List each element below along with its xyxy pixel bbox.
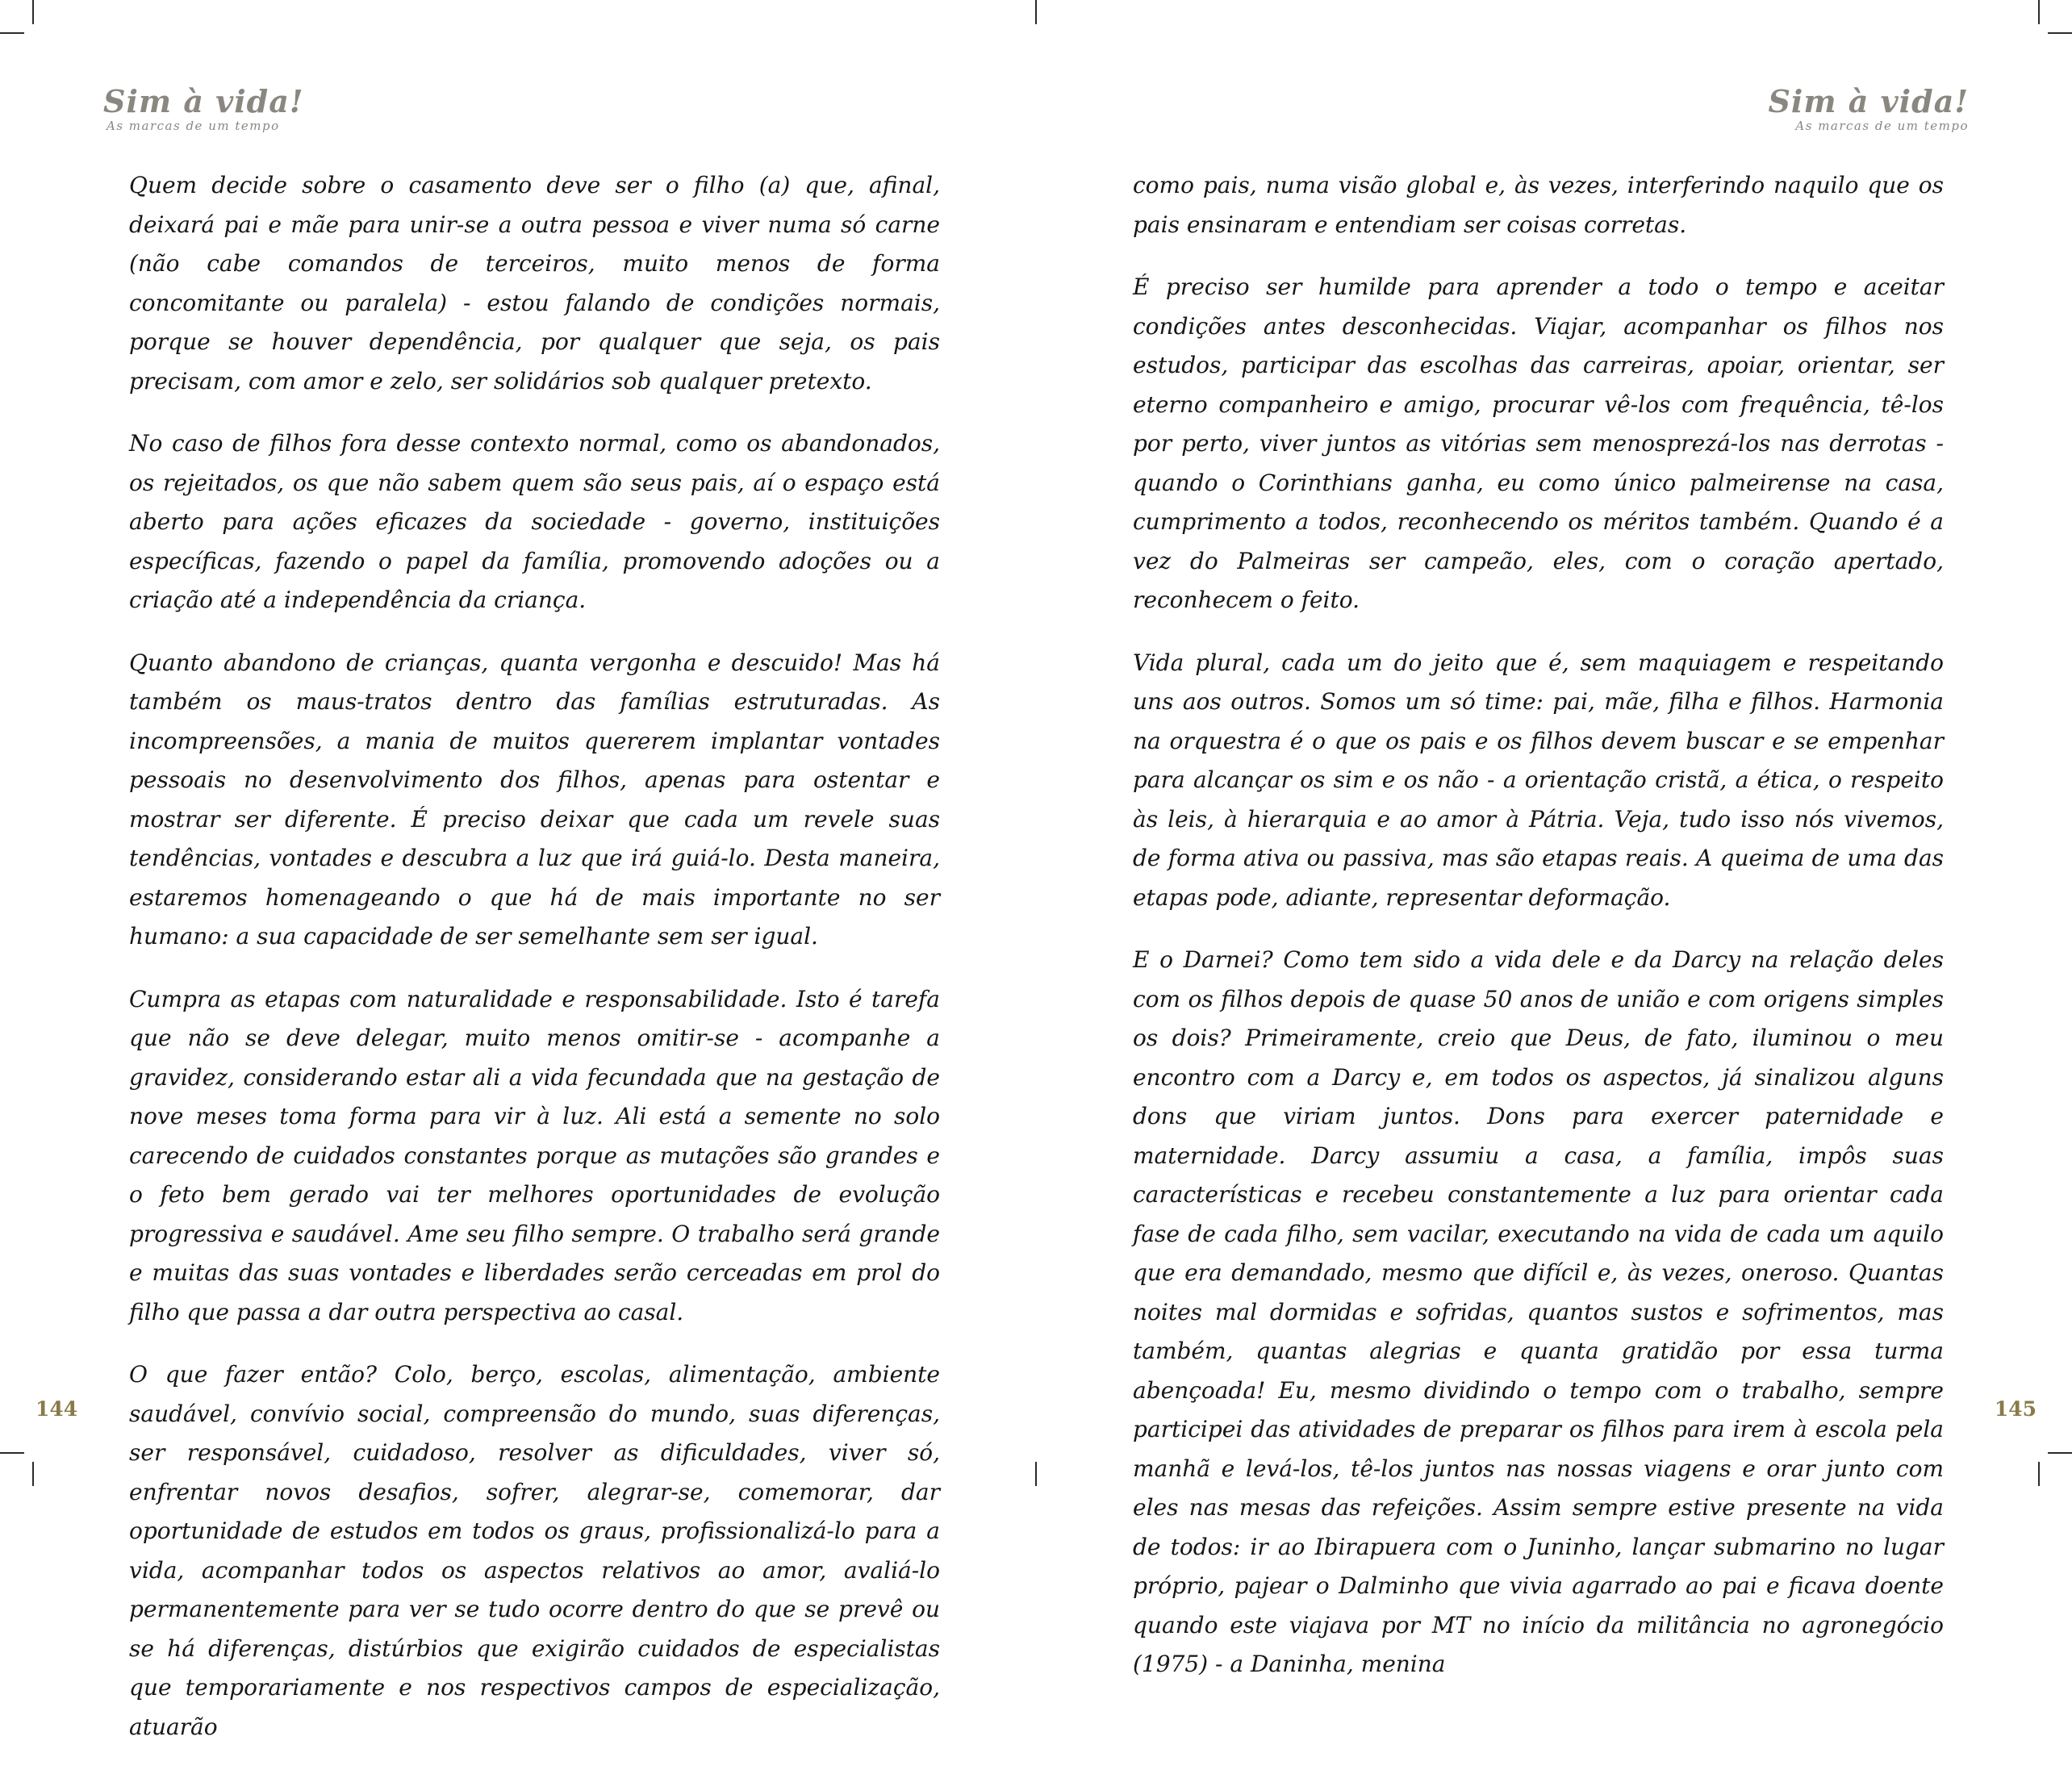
crop-mark	[32, 1462, 34, 1486]
right-page-text	[1133, 166, 1944, 1708]
left-page	[0, 0, 1036, 1740]
crop-mark	[2048, 1452, 2072, 1454]
page-number: 145	[1994, 1397, 2036, 1421]
paragraph: como pais, numa visão global e, às vezes, interferindo naquilo que os pais ensinaram e entendiam ser coisas corretas.	[1133, 172, 1944, 238]
paragraph: Vida plural, cada um do jeito que é, sem maquiagem e respeitando uns aos outros. Somos um só time: pai, mãe, filha e filhos. Harmonia na orquestra é o que os pais e os filhos devem buscar e se empenhar para alcançar os sim e os não - a orientação cristã, a ética, o respeito às leis, à hierarquia e ao amor à Pátria. Veja, tudo isso nós vivemos, de forma ativa ou passiva, mas são etapas reais. A queima de uma das etapas pode, adiante, representar deformação.	[1133, 649, 1944, 911]
paragraph: Quem decide sobre o casamento deve ser o filho (a) que, afinal, deixará pai e mãe para unir-se a outra pessoa e viver numa só carne (não cabe comandos de terceiros, muito menos de forma concomitante ou paralela) - estou falando de condições normais, porque se houver dependência, por qualquer que seja, os pais precisam, com amor e zelo, ser solidários sob qualquer pretexto.	[129, 172, 940, 394]
paragraph: No caso de filhos fora desse contexto normal, como os abandonados, os rejeitados, os que não sabem quem são seus pais, aí o espaço está aberto para ações eficazes da sociedade - governo, instituições específicas, fazendo o papel da família, promovendo adoções ou a criação até a independência da criança.	[129, 430, 940, 613]
running-header	[103, 84, 304, 134]
book-title: Sim à vida!	[1768, 83, 1969, 119]
page-number: 144	[36, 1397, 78, 1421]
paragraph: Cumpra as etapas com naturalidade e responsabilidade. Isto é tarefa que não se deve delegar, muito menos omitir-se - acompanhe a gravidez, considerando estar ali a vida fecundada que na gestação de nove meses toma forma para vir à luz. Ali está a semente no solo carecendo de cuidados constantes porque as mutações são grandes e o feto bem gerado vai ter melhores oportunidades de evolução progressiva e saudável. Ame seu filho sempre. O trabalho será grande e muitas das suas vontades e liberdades serão cerceadas em prol do filho que passa a dar outra perspectiva ao casal.	[129, 985, 940, 1325]
paragraph: E o Darnei? Como tem sido a vida dele e da Darcy na relação deles com os filhos depois de quase 50 anos de união e com origens simples os dois? Primeiramente, creio que Deus, de fato, iluminou o meu encontro com a Darcy e, em todos os aspectos, já sinalizou alguns dons que viriam juntos. Dons para exercer paternidade e maternidade. Darcy assumiu a casa, a família, impôs suas características e recebeu constantemente a luz para orientar cada fase de cada filho, sem vacilar, executando na vida de cada um aquilo que era demandado, mesmo que difícil e, às vezes, oneroso. Quantas noites mal dormidas e sofridas, quantos sustos e sofrimentos, mas também, quantas alegrias e quanta gratidão por essa turma abençoada! Eu, mesmo dividindo o tempo com o trabalho, sempre participei das atividades de preparar os filhos para irem à escola pela manhã e levá-los, tê-los juntos nas nossas viagens e orar junto com eles nas mesas das refeições. Assim sempre estive presente na vida de todos: ir ao Ibirapuera com o Juninho, lançar submarino no lugar próprio, pajear o Dalminho que vivia agarrado ao pai e ficava doente quando este viajava por MT no início da militância no agronegócio (1975) - a Daninha, menina	[1133, 946, 1944, 1677]
paragraph: O que fazer então? Colo, berço, escolas, alimentação, ambiente saudável, convívio social, compreensão do mundo, suas diferenças, ser responsável, cuidadoso, resolver as dificuldades, viver só, enfrentar novos desafios, sofrer, alegrar-se, comemorar, dar oportunidade de estudos em todos os graus, profissionalizá-lo para a vida, acompanhar todos os aspectos relativos ao amor, avaliá-lo permanentemente para ver se tudo ocorre dentro do que se prevê ou se há diferenças, distúrbios que exigirão cuidados de especialistas que temporariamente e nos respectivos campos de especialização, atuarão	[129, 1361, 940, 1740]
crop-mark	[2038, 1462, 2040, 1486]
paragraph: Quanto abandono de crianças, quanta vergonha e descuido! Mas há também os maus-tratos dentro das famílias estruturadas. As incompreensões, a mania de muitos quererem implantar vontades pessoais no desenvolvimento dos filhos, apenas para ostentar e mostrar ser diferente. É preciso deixar que cada um revele suas tendências, vontades e descubra a luz que irá guiá-lo. Desta maneira, estaremos homenageando o que há de mais importante no ser humano: a sua capacidade de ser semelhante sem ser igual.	[129, 649, 940, 950]
paragraph: É preciso ser humilde para aprender a todo o tempo e aceitar condições antes desconhecidas. Viajar, acompanhar os filhos nos estudos, participar das escolhas das carreiras, apoiar, orientar, ser eterno companheiro e amigo, procurar vê-los com frequência, tê-los por perto, viver juntos as vitórias sem menosprezá-los nas derrotas - quando o Corinthians ganha, eu como único palmeirense na casa, cumprimento a todos, reconhecendo os méritos também. Quando é a vez do Palmeiras ser campeão, eles, com o coração apertado, reconhecem o feito.	[1133, 273, 1944, 613]
crop-mark	[2038, 0, 2040, 24]
crop-mark	[0, 1452, 24, 1454]
book-subtitle: As marcas de um tempo	[1795, 119, 1969, 133]
crop-mark	[32, 0, 34, 24]
book-title: Sim à vida!	[103, 83, 304, 119]
crop-mark	[2048, 32, 2072, 34]
crop-mark	[0, 32, 24, 34]
book-subtitle: As marcas de um tempo	[107, 119, 280, 133]
left-page-text	[129, 166, 940, 1770]
running-header	[1768, 84, 1969, 134]
right-page	[1036, 0, 2072, 1677]
